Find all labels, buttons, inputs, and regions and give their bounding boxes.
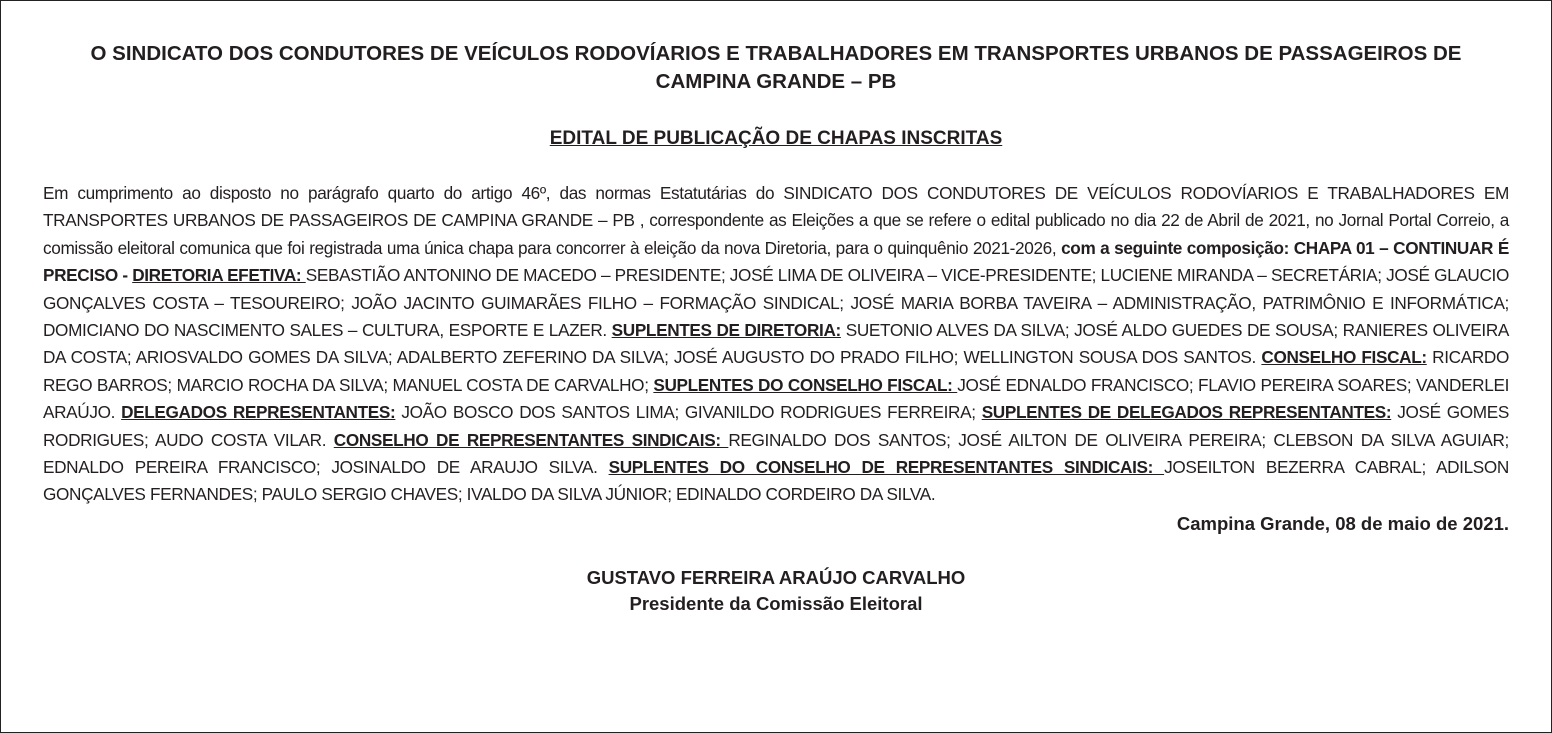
document-date: Campina Grande, 08 de maio de 2021. [1176,512,1509,534]
label-diretoria-efetiva: DIRETORIA EFETIVA: [132,265,306,286]
edital-document [43,40,1509,617]
document-body [43,180,1509,509]
document-title [43,40,1509,96]
label-conselho-representantes: CONSELHO DE REPRESENTANTES SINDICAIS: [333,429,729,450]
signature-block [43,565,1509,617]
text-suplentes-diretoria: SUETONIO ALVES DA SILVA; JOSÉ ALDO GUEDES DE SOUSA; RANIERES OLIVEIRA DA COSTA; ARIOSVALDO GOMES DA SILVA; ADALBERTO ZEFERINO DA SILVA; JOSÉ AUGUSTO DO PRADO FILHO; WELLINGTON SOUSA DOS SANTOS. [43,320,1510,368]
label-suplentes-delegados: SUPLENTES DE DELEGADOS REPRESENTANTES: [981,402,1392,423]
document-subtitle: EDITAL DE PUBLICAÇÃO DE CHAPAS INSCRITAS [549,128,1003,149]
label-delegados-representantes: DELEGADOS REPRESENTANTES: [121,402,396,423]
text-suplentes-delegados: JOSÉ GOMES RODRIGUES; AUDO COSTA VILAR. [43,402,1510,450]
text-delegados-representantes: JOÃO BOSCO DOS SANTOS LIMA; GIVANILDO RODRIGUES FERREIRA; [395,402,982,423]
body-composicao: com a seguinte composição: CHAPA 01 – CONTINUAR É PRECISO - [43,237,1510,286]
text-diretoria-efetiva: SEBASTIÃO ANTONINO DE MACEDO – PRESIDENTE; JOSÉ LIMA DE OLIVEIRA – VICE-PRESIDENTE; LUCIENE MIRANDA – SECRETÁRIA; JOSÉ GLAUCIO GONÇALVES COSTA – TESOUREIRO; JOÃO JACINTO GUIMARÃES FILHO – FORMAÇÃO SINDICAL; JOSÉ MARIA BORBA TAVEIRA – ADMINISTRAÇÃO, PATRIMÔNIO E INFORMÁTICA; DOMICIANO DO NASCIMENTO SALES – CULTURA, ESPORTE E LAZER. [43,265,1509,341]
signer-name: GUSTAVO FERREIRA ARAÚJO CARVALHO [586,566,966,588]
label-suplentes-conselho-fiscal: SUPLENTES DO CONSELHO FISCAL: [653,374,958,395]
text-conselho-representantes: REGINALDO DOS SANTOS; JOSÉ AILTON DE OLIVEIRA PEREIRA; CLEBSON DA SILVA AGUIAR; EDNALDO PEREIRA FRANCISCO; JOSINALDO DE ARAUJO SILVA. [43,429,1509,478]
body-intro: Em cumprimento ao disposto no parágrafo quarto do artigo 46º, das normas Estatutárias do SINDICATO DOS CONDUTORES DE VEÍCULOS RODOVÍARIOS E TRABALHADORES EM TRANSPORTES URBANOS DE PASSAGEIROS DE CAMPINA GRANDE – PB , correspondente as Eleições a que se refere o edital publicado no dia 22 de Abril de 2021, no Jornal Portal Correio, a comissão eleitoral comunica que foi registrada uma única chapa para concorrer à eleição da nova Diretoria, para o quinquênio 2021-2026, [43,183,1509,258]
label-suplentes-conselho-representantes: SUPLENTES DO CONSELHO DE REPRESENTANTES SINDICAIS: [608,457,1165,478]
label-conselho-fiscal: CONSELHO FISCAL: [1261,347,1427,368]
signer-role: Presidente da Comissão Eleitoral [629,592,923,614]
text-suplentes-conselho-fiscal: JOSÉ EDNALDO FRANCISCO; FLAVIO PEREIRA SOARES; VANDERLEI ARAÚJO. [43,374,1509,423]
title-line-1: O SINDICATO DOS CONDUTORES DE VEÍCULOS RODOVÍARIOS E TRABALHADORES EM TRANSPORTES URBANOS DE PASSAGEIROS DE [90,42,1462,65]
label-suplentes-diretoria: SUPLENTES DE DIRETORIA: [611,320,841,341]
text-suplentes-conselho-representantes: JOSEILTON BEZERRA CABRAL; ADILSON GONÇALVES FERNANDES; PAULO SERGIO CHAVES; IVALDO DA SILVA JÚNIOR; EDINALDO CORDEIRO DA SILVA. [43,457,1509,505]
text-conselho-fiscal: RICARDO REGO BARROS; MARCIO ROCHA DA SILVA; MANUEL COSTA DE CARVALHO; [43,347,1509,395]
title-line-2: CAMPINA GRANDE – PB [655,70,897,93]
